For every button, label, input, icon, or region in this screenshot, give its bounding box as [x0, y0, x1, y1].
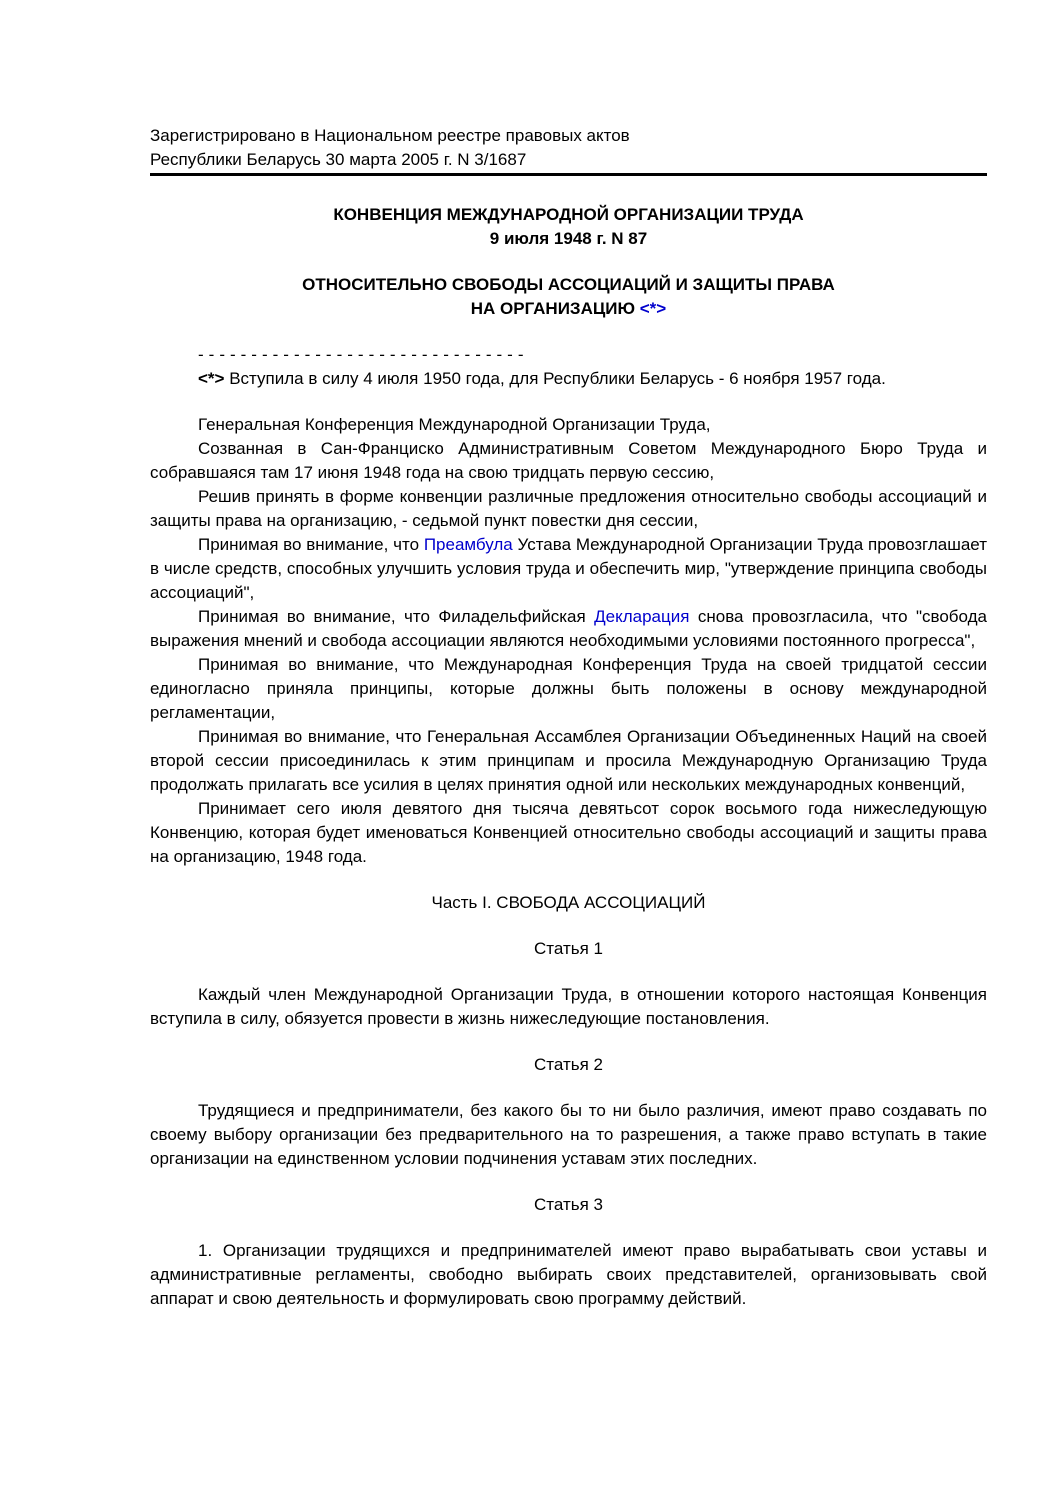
deklaratsiya-link[interactable]: Декларация [594, 607, 690, 626]
footnote-marker-link[interactable]: <*> [639, 299, 667, 318]
document-title-line1: КОНВЕНЦИЯ МЕЖДУНАРОДНОЙ ОРГАНИЗАЦИИ ТРУДА [333, 205, 804, 224]
document-subtitle [150, 273, 987, 321]
article-2-title: Статья 2 [534, 1055, 603, 1074]
article-1-title: Статья 1 [534, 939, 603, 958]
footnote-text: Вступила в силу 4 июля 1950 года, для Республики Беларусь - 6 ноября 1957 года. [224, 369, 886, 388]
preamble-paragraph-7: Принимая во внимание, что Генеральная Ассамблея Организации Объединенных Наций на своей второй сессии присоединилась к этим принципам и просила Международную Организацию Труда продолжать прилагать все усилия в целях принятия одной или нескольких международных конвенций, [150, 727, 987, 794]
part-1-heading: Часть I. СВОБОДА АССОЦИАЦИЙ [431, 893, 706, 912]
preamble-paragraph-2: Созванная в Сан-Франциско Административным Советом Международного Бюро Труда и собравшаяся там 17 июня 1948 года на свою тридцать первую сессию, [150, 439, 987, 482]
article-3-text: 1. Организации трудящихся и предпринимателей имеют право вырабатывать свои уставы и административные регламенты, свободно выбирать своих представителей, организовывать свой аппарат и свою деятельность и формулировать свою программу действий. [150, 1241, 987, 1308]
footnote-marker: <*> [198, 369, 225, 388]
preambula-link[interactable]: Преамбула [423, 535, 513, 554]
footnote-separator: ------------------------------- [198, 345, 529, 364]
preamble-paragraph-3: Решив принять в форме конвенции различные предложения относительно свободы ассоциаций и защиты права на организацию, - седьмой пункт повестки дня сессии, [150, 487, 987, 530]
header-divider [150, 173, 987, 176]
article-1-text: Каждый член Международной Организации Труда, в отношении которого настоящая Конвенция вступила в силу, обязуется провести в жизнь нижеследующие постановления. [150, 985, 987, 1028]
preamble-paragraph-8: Принимает сего июля девятого дня тысяча девятьсот сорок восьмого года нижеследующую Конвенцию, которая будет именоваться Конвенцией относительно свободы ассоциаций и защиты права на организацию, 1948 года. [150, 799, 987, 866]
preamble-paragraph-4-after: Устава Международной Организации Труда провозглашает в числе средств, способных улучшить условия труда и обеспечить мир, "утверждение принципа свободы ассоциаций", [150, 535, 987, 602]
document-subtitle-line2 [150, 297, 987, 321]
preamble-paragraph-6: Принимая во внимание, что Международная Конференция Труда на своей тридцатой сессии единогласно приняла принципы, которые должны быть положены в основу международной регламентации, [150, 655, 987, 722]
preamble-paragraph-1: Генеральная Конференция Международной Организации Труда, [198, 415, 711, 434]
document-subtitle-line2-text: НА ОРГАНИЗАЦИЮ [470, 299, 640, 318]
preamble-paragraph-4 [150, 533, 987, 605]
footnote [150, 367, 987, 391]
preamble-paragraph-5-after: снова провозгласила, что "свобода выражения мнений и свобода ассоциации являются необходимыми условиями постоянного прогресса", [150, 607, 987, 650]
preamble-paragraph-5 [150, 605, 987, 653]
article-3-title: Статья 3 [534, 1195, 603, 1214]
document-title-line2: 9 июля 1948 г. N 87 [489, 229, 648, 248]
document-title [150, 203, 987, 251]
document-subtitle-line1: ОТНОСИТЕЛЬНО СВОБОДЫ АССОЦИАЦИЙ И ЗАЩИТЫ ПРАВА [302, 275, 835, 294]
article-2-text: Трудящиеся и предприниматели, без какого бы то ни было различия, имеют право создавать по своему выбору организации без предварительного на то разрешения, а также право вступать в такие организации на единственном условии подчинения уставам этих последних. [150, 1101, 987, 1168]
preamble-paragraph-5-before: Принимая во внимание, что Филадельфийская [198, 607, 595, 626]
registration-line-2: Республики Беларусь 30 марта 2005 г. N 3/1687 [150, 150, 527, 169]
registration-line-1: Зарегистрировано в Национальном реестре правовых актов [150, 126, 630, 145]
preamble-paragraph-4-before: Принимая во внимание, что [198, 535, 424, 554]
